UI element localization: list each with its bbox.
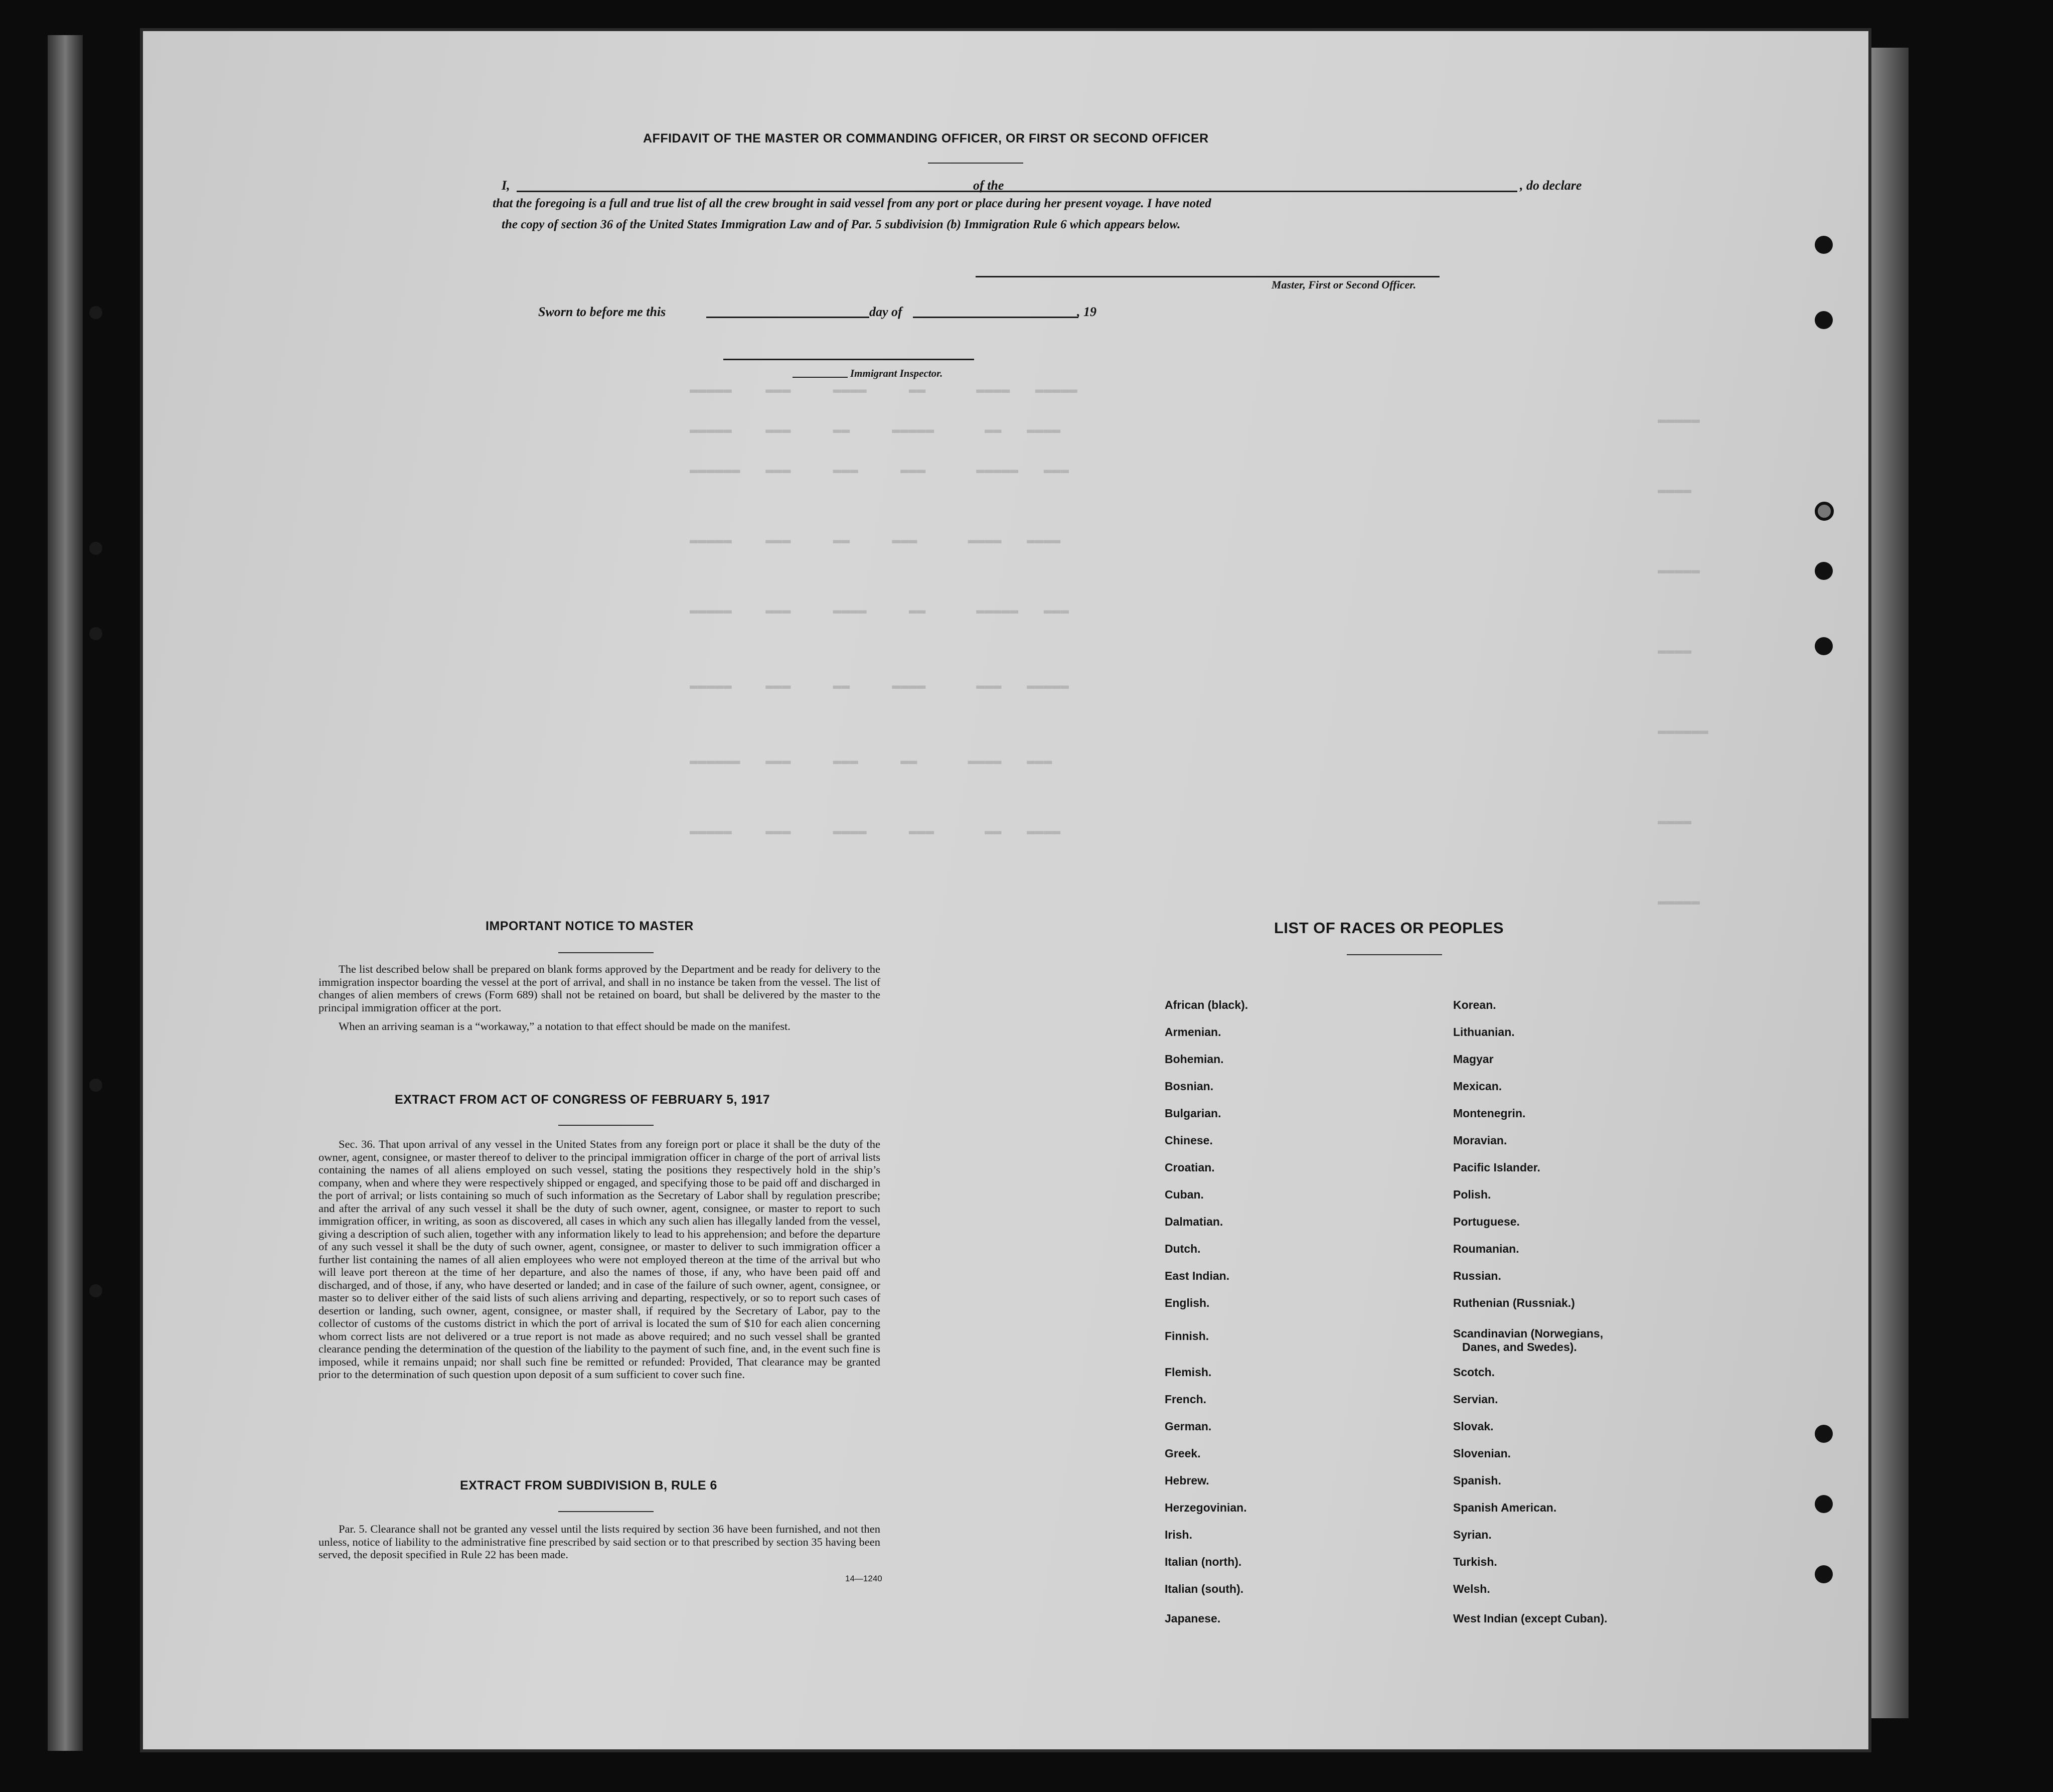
extract-rule-text: Par. 5. Clearance shall not be granted any vessel until the lists required by section 36 have been furnished, and not then unless, notice of liability to the administrative fine prescribed by said section or to that prescribed by section 35 having been served, the deposit specified in Rule 22 has been made.: [319, 1523, 880, 1561]
notice-paragraph-1: The list described below shall be prepared on blank forms approved by the Department and be ready for delivery to the immigration inspector boarding the vessel at the port of arrival, and shall in no instance be taken from the vessel. The list of changes of alien members of crews (Form 689) shall not be retained on board, but shall be delivered by the master to the principal immigration officer at the port.: [319, 963, 880, 1014]
race-item: Irish.: [1165, 1528, 1192, 1541]
extract-act-rule: [558, 1125, 654, 1126]
race-item: Bulgarian.: [1165, 1107, 1221, 1120]
race-item: East Indian.: [1165, 1269, 1230, 1282]
bleed-through-text: ▬▬▬▬▬▬: [1658, 723, 1708, 739]
binder-hole: [89, 1284, 102, 1297]
race-item: African (black).: [1165, 998, 1248, 1011]
binder-hole: [1815, 1495, 1833, 1513]
extract-rule-title: EXTRACT FROM SUBDIVISION B, RULE 6: [460, 1478, 717, 1492]
bleed-through-text: ▬▬▬▬▬ ▬▬▬ ▬▬ ▬▬▬ ▬▬▬▬ ▬▬▬▬: [690, 533, 1061, 548]
race-item: Dutch.: [1165, 1242, 1201, 1255]
race-item: Slovenian.: [1453, 1447, 1511, 1460]
race-item: Scandinavian (Norwegians,: [1453, 1327, 1604, 1340]
race-item: Chinese.: [1165, 1134, 1213, 1147]
race-item: Herzegovinian.: [1165, 1501, 1247, 1514]
inspector-lead-line: [793, 377, 848, 378]
extract-rule-body: [319, 1523, 880, 1567]
race-item: Japanese.: [1165, 1612, 1221, 1625]
race-item: Lithuanian.: [1453, 1025, 1515, 1038]
bleed-through-text: ▬▬▬▬: [1658, 483, 1692, 498]
race-item: Mexican.: [1453, 1080, 1502, 1093]
signature-caption: Master, First or Second Officer.: [1272, 278, 1416, 291]
extract-act-text: Sec. 36. That upon arrival of any vessel in the United States from any foreign port or place it shall be the duty of the owner, agent, consignee, or master thereof to deliver to the principal immigration officer in charge of the port of arrival lists containing the names of all aliens employed on such vessel, stating the positions they respectively hold in the ship’s company, when and where they were respectively shipped or engaged, and specifying those to be paid off and discharged in the port of arrival; or lists containing so much of such information as the Secretary of Labor shall by regulation prescribe; and after the arrival of any such vessel it shall be the duty of such owner, agent, consignee, or master to report to such immigration officer, in writing, as soon as discovered, all cases in which any such alien has illegally landed from the vessel, giving a description of such alien, together with any information likely to lead to his apprehension; and before the departure of any such vessel it shall be the duty of such owner, agent, consignee, or master to deliver to such immigration officer a further list containing the names of all alien employees who were not employed thereon at the time of the arrival but who will leave port thereon at the time of her departure, and also the names of those, if any, who have been paid off and discharged, and of those, if any, who have deserted or landed; and in case of the failure of such owner, agent, consignee, or master so to deliver either of the said lists of such aliens arriving and departing, respectively, or so to report such cases of desertion or landing, such owner, agent, consignee, or master shall, if required by the Secretary of Labor, pay to the collector of customs of the customs district in which the port of arrival is located the sum of $10 for each alien concerning whom correct lists are not delivered or a true report is not made as above required; and no such vessel shall be granted clearance pending the determination of the question of the liability to the payment of such fine, and, in the event such fine is imposed, while it remains unpaid; nor shall such fine be remitted or refunded: Provided, That clearance may be granted prior to the determination of such question upon deposit of a sum sufficient to cover such fine.: [319, 1138, 880, 1381]
race-item: Spanish.: [1453, 1474, 1501, 1487]
extract-act-body: [319, 1138, 880, 1387]
signature-line: [976, 276, 1440, 277]
bleed-through-text: ▬▬▬▬▬ ▬▬▬ ▬▬▬▬ ▬▬ ▬▬▬▬ ▬▬▬▬▬: [690, 382, 1077, 398]
binder-hole: [89, 1079, 102, 1092]
bleed-through-text: ▬▬▬▬: [1658, 643, 1692, 659]
binder-hole: [1815, 1565, 1833, 1583]
binder-hole: [89, 542, 102, 555]
inspector-caption: Immigrant Inspector.: [850, 367, 943, 379]
affidavit-of-the-label: of the: [973, 178, 1004, 193]
races-title: LIST OF RACES OR PEOPLES: [1274, 919, 1504, 937]
race-item: Slovak.: [1453, 1420, 1494, 1433]
binder-hole: [89, 627, 102, 640]
binder-hole: [1815, 637, 1833, 655]
sworn-month-line: [913, 317, 1078, 318]
affidavit-title: AFFIDAVIT OF THE MASTER OR COMMANDING OFFICER, OR FIRST OR SECOND OFFICER: [643, 131, 1209, 145]
race-item: Magyar: [1453, 1053, 1494, 1066]
bleed-through-text: ▬▬▬▬▬: [1658, 894, 1700, 910]
affidavit-statement-line3: the copy of section 36 of the United States Immigration Law and of Par. 5 subdivision (b) Immigration Rule 6 which appears below.: [502, 218, 1181, 231]
race-item: Bosnian.: [1165, 1080, 1214, 1093]
binder-hole: [1815, 562, 1833, 580]
race-item: Bohemian.: [1165, 1053, 1224, 1066]
notice-rule: [558, 952, 654, 953]
bleed-through-text: ▬▬▬▬▬▬ ▬▬▬ ▬▬▬ ▬▬▬ ▬▬▬▬▬ ▬▬▬: [690, 463, 1069, 478]
race-item: Roumanian.: [1453, 1242, 1519, 1255]
inspector-signature-line: [723, 359, 974, 360]
affidavit-do-declare: , do declare: [1520, 178, 1582, 193]
race-item: Ruthenian (Russniak.): [1453, 1296, 1575, 1309]
race-item: Dalmatian.: [1165, 1215, 1223, 1228]
extract-act-title: EXTRACT FROM ACT OF CONGRESS OF FEBRUARY 5, 1917: [395, 1093, 770, 1107]
title-rule: [928, 163, 1023, 164]
affidavit-statement-line2: that the foregoing is a full and true list of all the crew brought in said vessel from any port or place during her present voyage. I have noted: [493, 197, 1211, 210]
notice-title: IMPORTANT NOTICE TO MASTER: [486, 919, 694, 933]
race-item: German.: [1165, 1420, 1212, 1433]
race-item: Turkish.: [1453, 1555, 1497, 1568]
race-item: Pacific Islander.: [1453, 1161, 1540, 1174]
race-item: Hebrew.: [1165, 1474, 1209, 1487]
binder-hole: [1815, 1425, 1833, 1443]
race-item: Portuguese.: [1453, 1215, 1520, 1228]
binder-hole: [1815, 502, 1834, 521]
race-item: French.: [1165, 1393, 1207, 1406]
race-item: Finnish.: [1165, 1329, 1209, 1342]
sworn-label: Sworn to before me this: [538, 305, 666, 319]
binder-hole: [1815, 311, 1833, 329]
notice-paragraph-2: When an arriving seaman is a “workaway,” a notation to that effect should be made on the manifest.: [339, 1020, 791, 1032]
bleed-through-text: ▬▬▬▬▬ ▬▬▬ ▬▬ ▬▬▬▬▬ ▬▬ ▬▬▬▬: [690, 422, 1061, 438]
bleed-through-text: ▬▬▬▬▬ ▬▬▬ ▬▬▬▬ ▬▬ ▬▬▬▬▬ ▬▬▬: [690, 603, 1069, 619]
race-item: Italian (north).: [1165, 1555, 1242, 1568]
binder-edge-right: [1868, 48, 1909, 1718]
sworn-day-line: [706, 317, 869, 318]
bleed-through-text: ▬▬▬▬▬ ▬▬▬ ▬▬ ▬▬▬▬ ▬▬▬ ▬▬▬▬▬: [690, 678, 1069, 694]
name-blank-line: [517, 191, 1096, 192]
bleed-through-text: ▬▬▬▬▬: [1658, 563, 1700, 578]
race-item: Korean.: [1453, 998, 1496, 1011]
race-item: Armenian.: [1165, 1025, 1221, 1038]
race-item: Scotch.: [1453, 1366, 1495, 1379]
race-item: Servian.: [1453, 1393, 1498, 1406]
affidavit-i-label: I,: [502, 178, 510, 193]
extract-rule-rule: [558, 1511, 654, 1512]
bleed-through-text: ▬▬▬▬▬ ▬▬▬ ▬▬▬▬ ▬▬▬ ▬▬ ▬▬▬▬: [690, 824, 1061, 839]
race-item: Montenegrin.: [1453, 1107, 1526, 1120]
race-item: Flemish.: [1165, 1366, 1212, 1379]
bleed-through-text: ▬▬▬▬▬▬ ▬▬▬ ▬▬▬ ▬▬ ▬▬▬▬ ▬▬▬: [690, 754, 1052, 769]
vessel-blank-line: [1013, 191, 1517, 192]
document-page: [143, 31, 1868, 1749]
race-item: Croatian.: [1165, 1161, 1215, 1174]
notice-body: [319, 963, 880, 1039]
race-item: Danes, and Swedes).: [1462, 1340, 1577, 1354]
binder-hole: [89, 306, 102, 319]
race-item: English.: [1165, 1296, 1210, 1309]
races-rule: [1347, 954, 1442, 955]
race-item: Moravian.: [1453, 1134, 1507, 1147]
binder-hole: [1815, 236, 1833, 254]
binder-edge-left: [48, 35, 83, 1751]
form-number: 14—1240: [845, 1574, 882, 1583]
race-item: Italian (south).: [1165, 1582, 1244, 1595]
race-item: Greek.: [1165, 1447, 1201, 1460]
race-item: West Indian (except Cuban).: [1453, 1612, 1608, 1625]
race-item: Polish.: [1453, 1188, 1491, 1201]
race-item: Welsh.: [1453, 1582, 1490, 1595]
race-item: Syrian.: [1453, 1528, 1492, 1541]
bleed-through-text: ▬▬▬▬: [1658, 814, 1692, 829]
race-item: Russian.: [1453, 1269, 1501, 1282]
bleed-through-text: ▬▬▬▬▬: [1658, 412, 1700, 428]
day-of-label: day of: [869, 305, 902, 319]
race-item: Cuban.: [1165, 1188, 1204, 1201]
race-item: Spanish American.: [1453, 1501, 1557, 1514]
year-label: , 19: [1077, 305, 1096, 319]
